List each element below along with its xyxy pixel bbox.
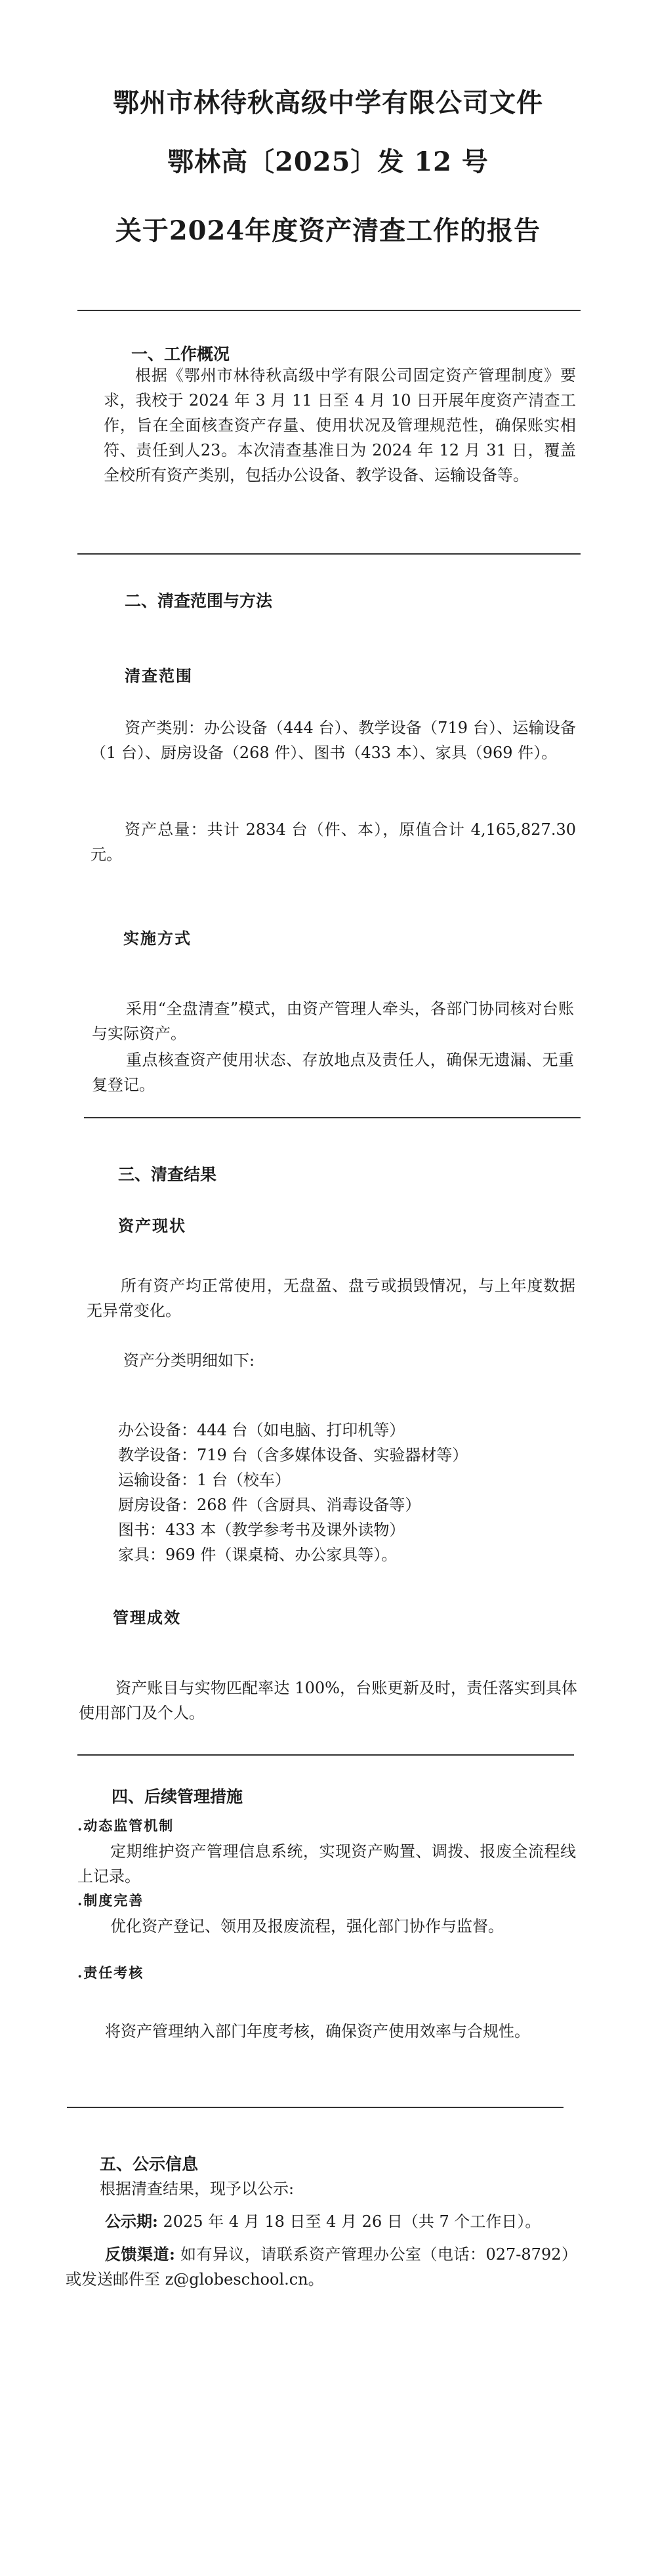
section-4-heading: 四、后续管理措施 [112, 1787, 243, 1806]
detail-item-transport: 运输设备：1 台（校车） [118, 1471, 291, 1489]
scope-paragraph-1: 资产类别：办公设备（444 台）、教学设备（719 台）、运输设备（1 台）、厨房设备（268 件）、图书（433 本）、家具（969 件）。 [91, 719, 576, 762]
section-1-paragraph: 根据《鄂州市林待秋高级中学有限公司固定资产管理制度》要求，我校于 2024 年 3 月 11 日至 4 月 10 日开展年度资产清查工作，旨在全面核查资产存量、使用状况及管理规范性，确保账实相符、责任到人23。本次清查基准日为 2024 年 12 月 31 日，覆盖全校所有资产类别，包括办公设备、教学设备、运输设备等。 [104, 366, 576, 484]
section-2-heading: 二、清查范围与方法 [125, 591, 273, 610]
detail-item-kitchen: 厨房设备：268 件（含厨具、消毒设备等） [118, 1496, 421, 1514]
public-period-label: 公示期: [105, 2212, 158, 2231]
feedback-channel [66, 2242, 577, 2292]
method-paragraph-2: 重点核查资产使用状态、存放地点及责任人，确保无遗漏、无重复登记。 [92, 1051, 574, 1094]
sub-monitoring-paragraph: 定期维护资产管理信息系统，实现资产购置、调拨、报废全流程线上记录。 [77, 1842, 576, 1886]
section-5-heading: 五、公示信息 [100, 2155, 199, 2174]
sub-system-title: .制度完善 [77, 1892, 144, 1909]
header-divider [77, 310, 581, 311]
issuer-title: 鄂州市林待秋高级中学有限公司文件 [113, 87, 543, 118]
public-intro: 根据清查结果，现予以公示: [100, 2180, 295, 2198]
sub-monitoring-title: .动态监管机制 [77, 1817, 174, 1834]
detail-item-teaching: 教学设备：719 台（含多媒体设备、实验器材等） [118, 1446, 468, 1464]
result-paragraph: 资产账目与实物匹配率达 100%，台账更新及时，责任落实到具体使用部门及个人。 [79, 1679, 577, 1722]
detail-intro: 资产分类明细如下: [123, 1351, 255, 1370]
feedback-label: 反馈渠道: [105, 2245, 175, 2264]
section-4-divider [67, 2107, 564, 2108]
section-1-heading: 一、工作概况 [131, 345, 230, 364]
section-2-divider [84, 1117, 581, 1118]
sub-assessment-title: .责任考核 [77, 1964, 144, 1981]
result-subheading: 管理成效 [113, 1608, 181, 1627]
section-3-heading: 三、清查结果 [118, 1165, 217, 1184]
scope-paragraph-2: 资产总量：共计 2834 台（件、本），原值合计 4,165,827.30 元。 [91, 820, 576, 864]
section-3-divider [77, 1754, 574, 1756]
feedback-text: 如有异议，请联系资产管理办公室（电话：027-8792）或发送邮件至 z@globeschool.cn。 [66, 2245, 577, 2289]
sub-system-paragraph: 优化资产登记、领用及报废流程，强化部门协作与监督。 [110, 1917, 504, 1935]
detail-item-furniture: 家具：969 件（课桌椅、办公家具等）。 [118, 1546, 398, 1564]
report-title: 关于2024年度资产清查工作的报告 [115, 215, 541, 246]
detail-item-books: 图书：433 本（教学参考书及课外读物） [118, 1521, 405, 1539]
public-period-text: 2025 年 4 月 18 日至 4 月 26 日（共 7 个工作日）。 [163, 2212, 541, 2231]
status-subheading: 资产现状 [118, 1216, 186, 1235]
method-subheading: 实施方式 [123, 929, 192, 948]
method-paragraph-1: 采用“全盘清查”模式，由资产管理人牵头，各部门协同核对台账与实际资产。 [92, 1000, 574, 1043]
status-paragraph: 所有资产均正常使用，无盘盈、盘亏或损毁情况，与上年度数据无异常变化。 [87, 1277, 575, 1320]
sub-assessment-paragraph: 将资产管理纳入部门年度考核，确保资产使用效率与合规性。 [105, 2022, 530, 2040]
scope-subheading: 清查范围 [125, 666, 193, 685]
document-number: 鄂林高〔2025〕发 12 号 [167, 146, 489, 177]
detail-item-office: 办公设备：444 台（如电脑、打印机等） [118, 1421, 405, 1439]
public-period [105, 2209, 541, 2234]
section-1-divider [77, 553, 581, 555]
